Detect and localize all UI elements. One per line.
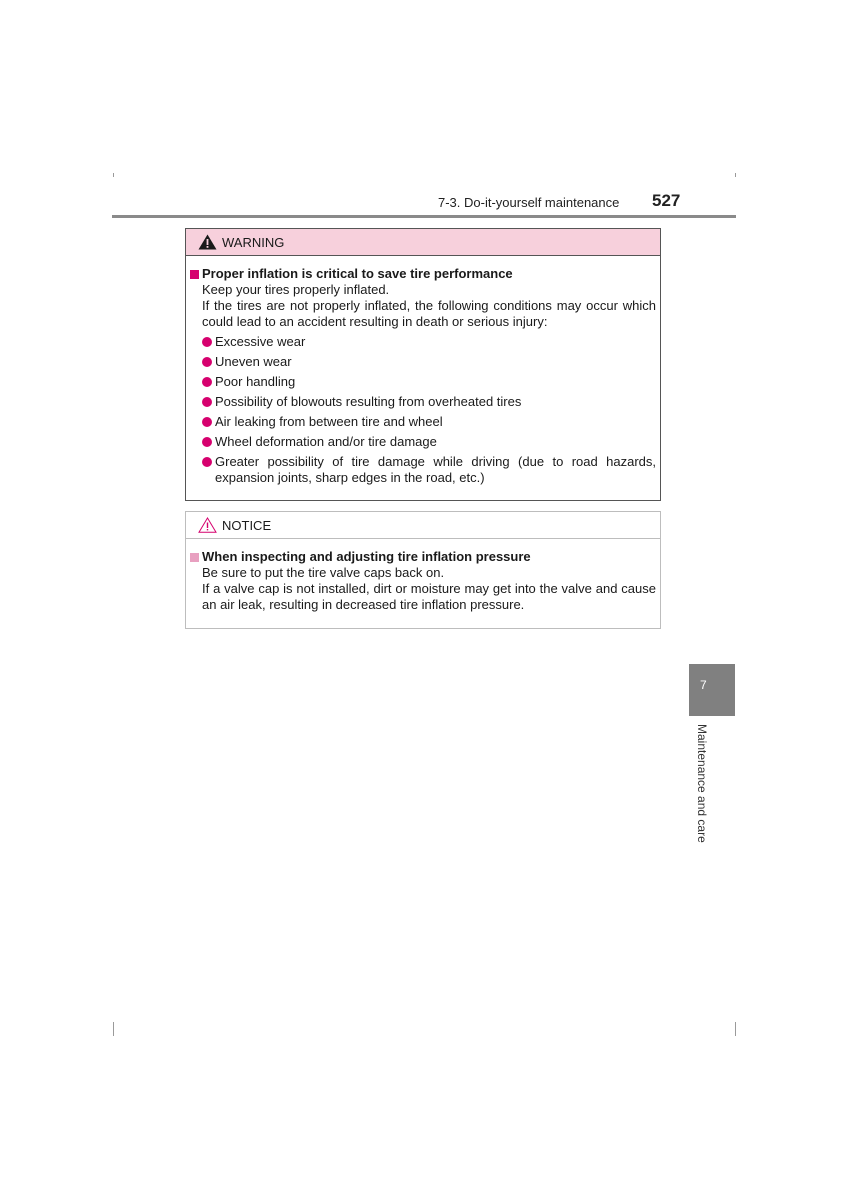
- list-item: [202, 434, 656, 450]
- warning-box: [185, 228, 661, 501]
- warning-line-2: If the tires are not properly inflated, the following conditions may occur which could lead to an accident resulting in death or serious injury:: [202, 298, 656, 329]
- warning-label: WARNING: [222, 234, 285, 250]
- warning-line-1: Keep your tires properly inflated.: [202, 282, 390, 297]
- bullet-dot-icon: [202, 417, 212, 427]
- square-bullet-icon: [190, 553, 199, 562]
- warning-header: [186, 229, 660, 256]
- chapter-number: 7: [700, 678, 707, 692]
- warning-body: [186, 256, 660, 486]
- bullet-dot-icon: [202, 377, 212, 387]
- list-item-text: Wheel deformation and/or tire damage: [215, 434, 437, 449]
- bullet-dot-icon: [202, 337, 212, 347]
- notice-body: [186, 539, 660, 613]
- list-item-text: Poor handling: [215, 374, 296, 389]
- page-number: 527: [652, 191, 681, 210]
- crop-mark-bottom-left: [113, 1022, 114, 1036]
- crop-mark-bottom-right: [735, 1022, 736, 1036]
- bullet-dot-icon: [202, 457, 212, 467]
- notice-box: [185, 511, 661, 629]
- bullet-dot-icon: [202, 397, 212, 407]
- list-item: [202, 374, 656, 390]
- list-item: [202, 394, 656, 410]
- square-bullet-icon: [190, 270, 199, 279]
- chapter-tab: [689, 664, 735, 716]
- crop-mark-top-left: [113, 173, 114, 177]
- crop-mark-top-right: [735, 173, 736, 177]
- chapter-label: Maintenance and care: [695, 724, 709, 843]
- notice-line-1: Be sure to put the tire valve caps back on.: [202, 565, 445, 580]
- list-item: [202, 454, 656, 486]
- list-item-text: Greater possibility of tire damage while driving (due to road hazards, expansion joints, sharp edges in the road, etc.): [215, 454, 656, 485]
- bullet-dot-icon: [202, 357, 212, 367]
- list-item-text: Air leaking from between tire and wheel: [215, 414, 443, 429]
- list-item: [202, 414, 656, 430]
- header-rule: [112, 215, 736, 218]
- notice-header: [186, 512, 660, 539]
- bullet-dot-icon: [202, 437, 212, 447]
- list-item: [202, 354, 656, 370]
- list-item-text: Possibility of blowouts resulting from overheated tires: [215, 394, 522, 409]
- notice-icon: [198, 517, 217, 533]
- notice-heading-text: When inspecting and adjusting tire inflation pressure: [202, 549, 531, 564]
- list-item-text: Uneven wear: [215, 354, 292, 369]
- section-title: 7-3. Do-it-yourself maintenance: [438, 195, 620, 210]
- notice-heading: [190, 549, 656, 565]
- list-item-text: Excessive wear: [215, 334, 306, 349]
- list-item: [202, 334, 656, 350]
- warning-conditions-list: [190, 334, 656, 486]
- notice-label: NOTICE: [222, 517, 272, 533]
- warning-heading: [190, 266, 656, 282]
- warning-icon: [198, 234, 217, 250]
- notice-line-2: If a valve cap is not installed, dirt or moisture may get into the valve and cause an air leak, resulting in decreased tire inflation pressure.: [202, 581, 656, 612]
- warning-heading-text: Proper inflation is critical to save tire performance: [202, 266, 513, 281]
